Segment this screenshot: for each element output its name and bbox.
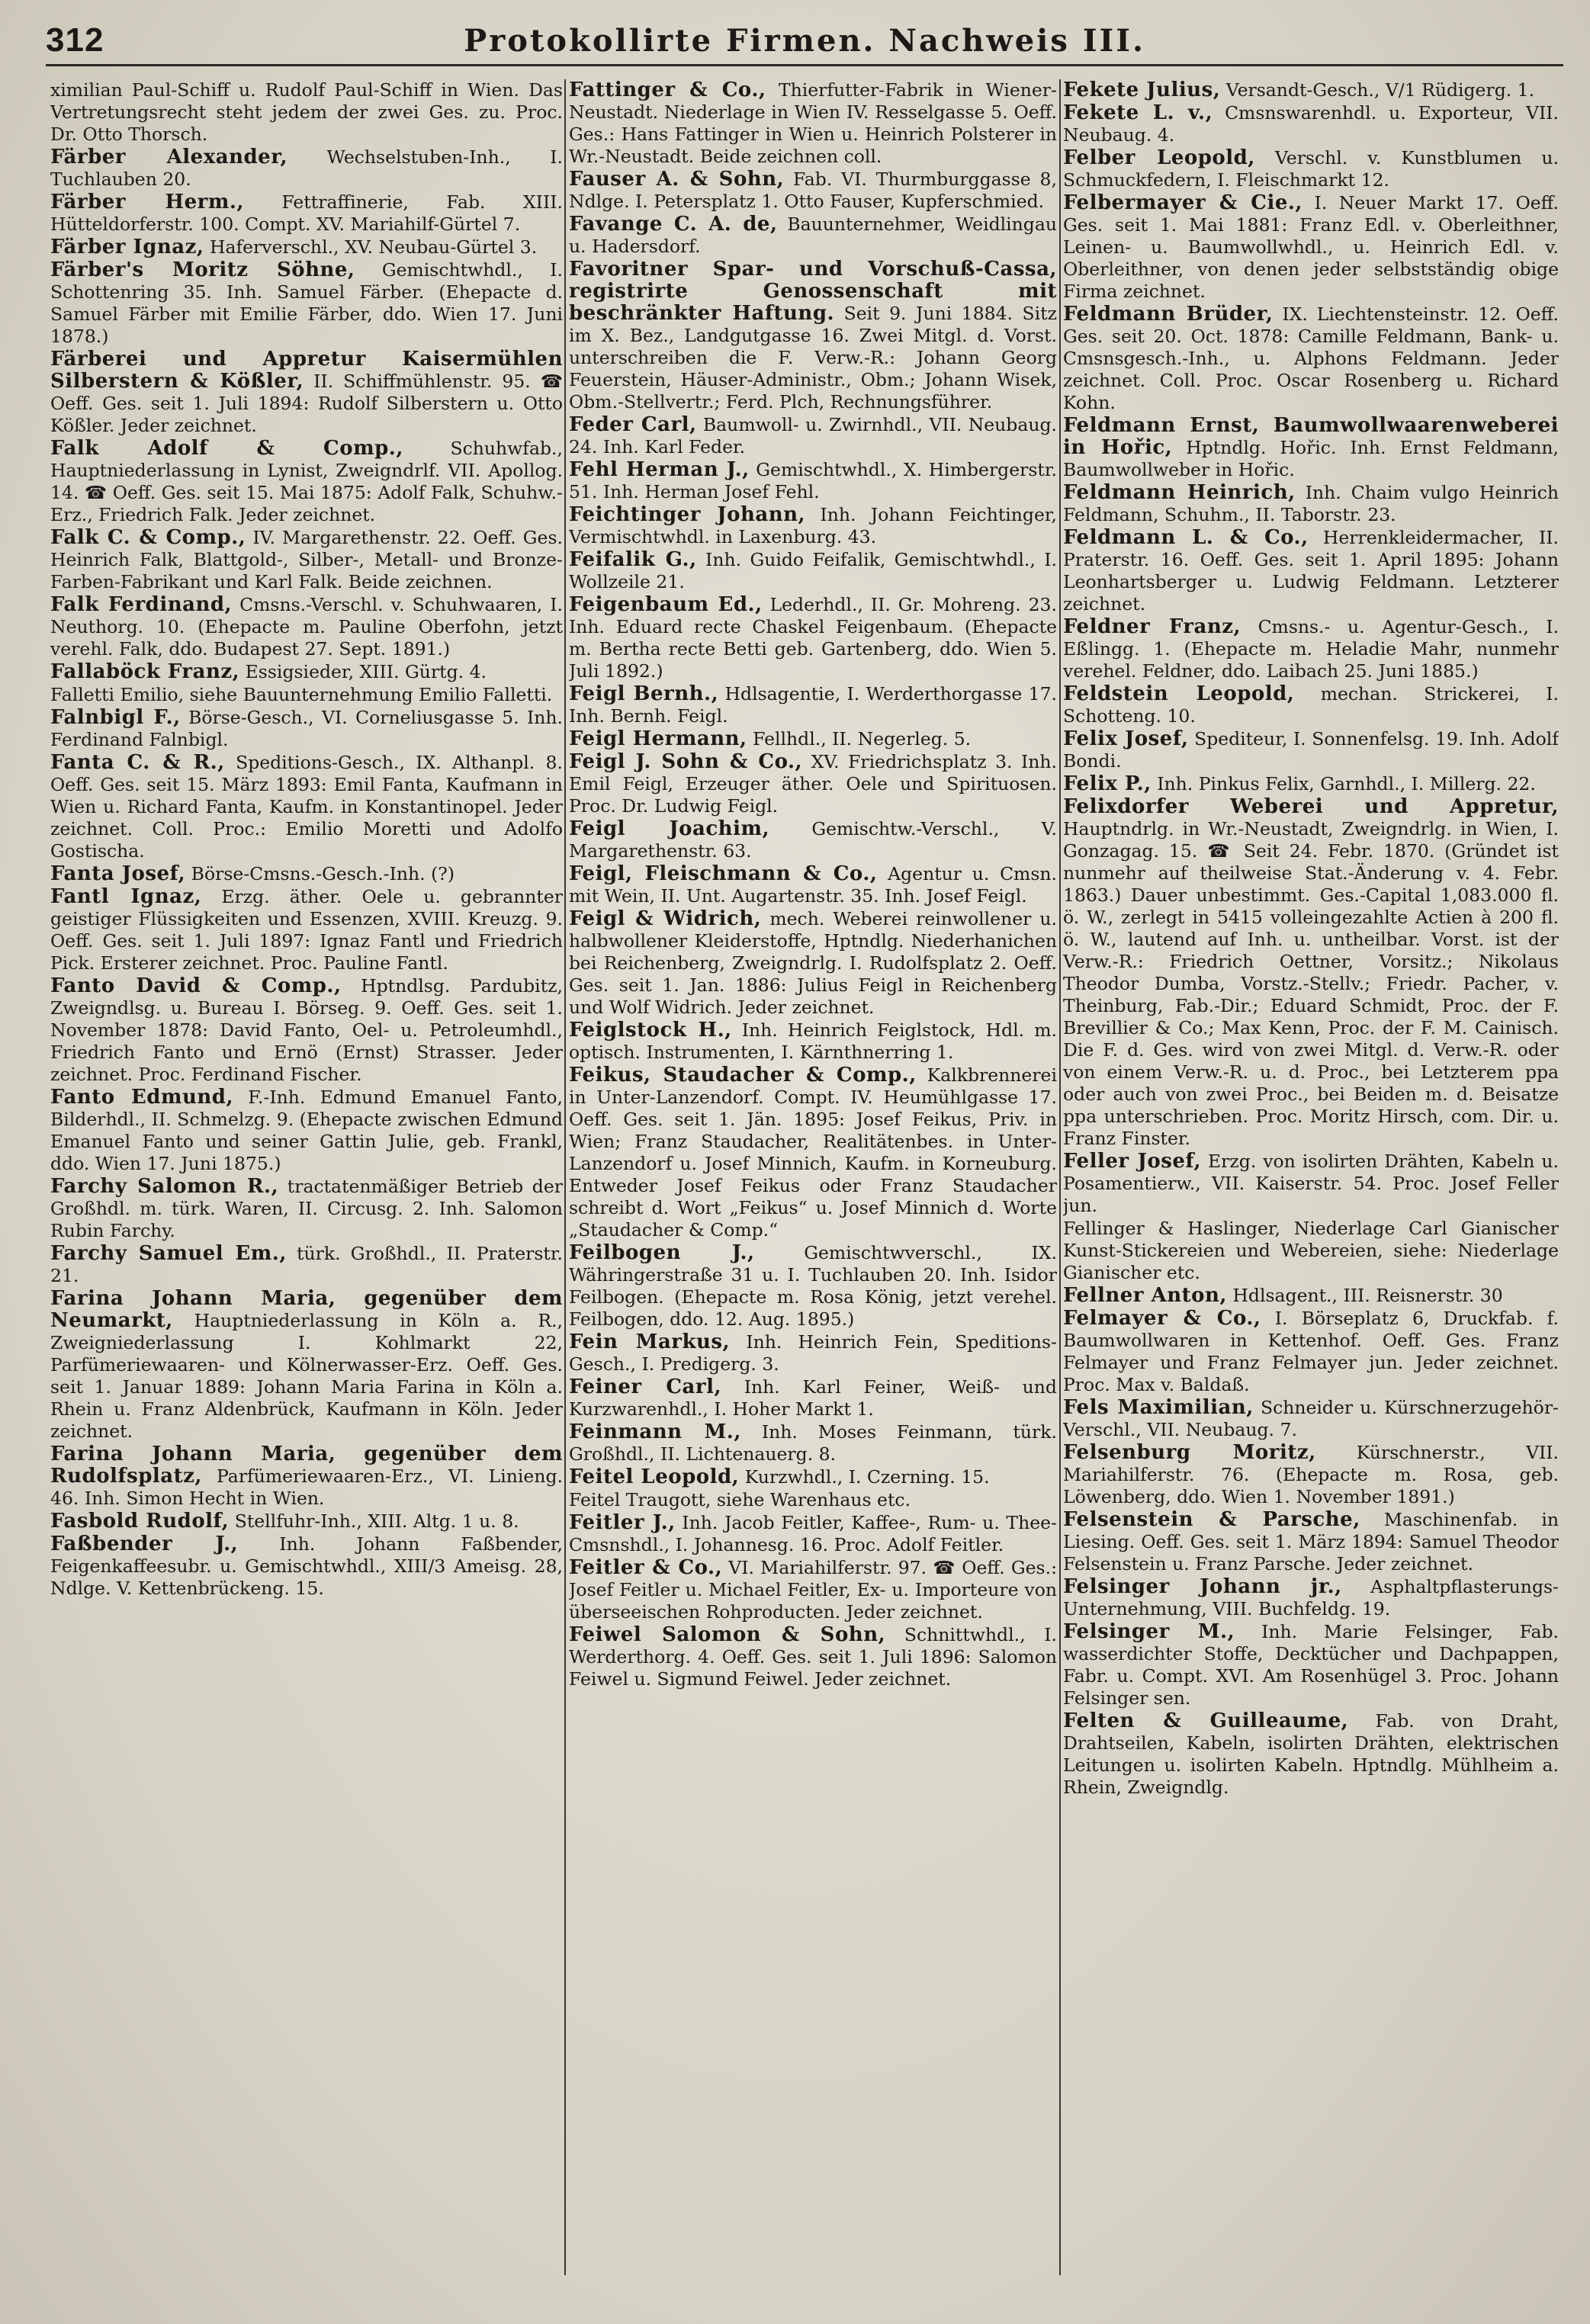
column-1 — [50, 79, 563, 2275]
firm-name: Färberei und Appretur Kaisermühlen Silberstern & Kößler, — [50, 348, 563, 393]
firm-name: Falk Adolf & Comp., — [50, 437, 403, 460]
firm-entry — [50, 1443, 563, 1510]
firm-details: Kürschnerstr., VII. Mariahilferstr. 76. (Ehepacte m. Rosa, geb. Löwenberg, ddo. Wien 1. November 1891.) — [1063, 1442, 1559, 1507]
firm-name: Falnbigl F., — [50, 706, 181, 729]
firm-details: I. Neuer Markt 17. Oeff. Ges. seit 1. Mai 1881: Franz Edl. v. Oberleithner, Leinen- u. Baumwollwhdl., u. Heinrich Edl. v. Oberleithner, von denen jeder selbstständig obige Firma zeichnet. — [1063, 192, 1559, 302]
firm-name: Fanta C. & R., — [50, 751, 225, 774]
firm-details: IX. Liechtensteinstr. 12. Oeff. Ges. seit 20. Oct. 1878: Camille Feldmann, Bank- u. Cmsnsgesch.-Inh., u. Alphons Feldmann. Jeder zeichnet. Coll. Proc. Oscar Rosenberg u. Richard Kohn. — [1063, 303, 1559, 413]
firm-name: Feiner Carl, — [569, 1375, 722, 1398]
firm-name: Feller Josef, — [1063, 1150, 1202, 1173]
firm-entry — [50, 191, 563, 236]
firm-details: Cmsns.- u. Agentur-Gesch., I. Eßlingg. 1. (Ehepacte m. Heladie Mahr, nunmehr verehel. Feldner, ddo. Laibach 25. Juni 1885.) — [1063, 616, 1559, 682]
firm-entry — [50, 1087, 563, 1175]
firm-entry — [1063, 796, 1559, 1150]
firm-entry — [50, 1288, 563, 1443]
firm-name: Felsinger M., — [1063, 1620, 1235, 1643]
firm-name: Feldmann Heinrich, — [1063, 481, 1296, 504]
firm-details: Hdlsagent., III. Reisnerstr. 30 — [1232, 1285, 1503, 1306]
firm-name: Feldmann Brüder, — [1063, 303, 1274, 326]
firm-entry — [569, 213, 1057, 258]
firm-details: Essigsieder, XIII. Gürtg. 4. — [245, 661, 487, 682]
firm-details: Agentur u. Cmsn. mit Wein, II. Unt. Augartenstr. 35. Inh. Josef Feigl. — [569, 863, 1057, 907]
firm-name: Feldmann Ernst, Baumwollwaarenweberei in Hořic, — [1063, 414, 1559, 459]
firm-entry — [50, 348, 563, 437]
firm-details: Asphaltpflasterungs-Unternehmung, VIII. Buchfeldg. 19. — [1063, 1576, 1559, 1619]
firm-entry — [1063, 683, 1559, 727]
firm-details: Inh. Marie Felsinger, Fab. wasserdichter Stoffe, Decktücher und Dachpappen, Fabr. u. Compt. XVI. Am Rosenhügel 3. Proc. Johann Felsinger sen. — [1063, 1621, 1559, 1709]
firm-details: Börse-Cmsns.-Gesch.-Inh. (?) — [191, 863, 455, 884]
firm-name: Feiglstock H., — [569, 1019, 732, 1042]
firm-entry — [569, 549, 1057, 593]
firm-entry — [50, 594, 563, 660]
firm-name: Falk C. & Comp., — [50, 526, 246, 549]
firm-details: Inh. Heinrich Feiglstock, Hdl. m. optisch. Instrumenten, I. Kärnthnerring 1. — [569, 1019, 1057, 1063]
firm-name: Feigl & Widrich, — [569, 907, 762, 930]
firm-entry — [569, 1512, 1057, 1556]
firm-details: Inh. Johann Faßbender, Feigenkaffeesubr. u. Gemischtwhdl., XIII/3 Ameisg. 28, Ndlge. V. Kettenbrückeng. 15. — [50, 1533, 563, 1599]
page-header — [46, 21, 1563, 66]
firm-entry — [50, 975, 563, 1086]
firm-details: Wechselstuben-Inh., I. Tuchlauben 20. — [50, 146, 563, 190]
firm-entry — [1063, 192, 1559, 303]
firm-name: Feldner Franz, — [1063, 615, 1241, 638]
firm-details: Feitel Traugott, siehe Warenhaus etc. — [569, 1489, 911, 1510]
firm-entry — [1063, 1509, 1559, 1575]
firm-entry — [1063, 527, 1559, 615]
column-2 — [569, 79, 1057, 2275]
firm-details: Parfümeriewaaren-Erz., VI. Linieng. 46. Inh. Simon Hecht in Wien. — [50, 1465, 563, 1509]
firm-entry — [50, 438, 563, 526]
firm-details: Schuhwfab., Hauptniederlassung in Lynist, Zweigndrlf. VII. Apollog. 14. ☎ Oeff. Ges. seit 15. Mai 1875: Adolf Falk, Schuhw.-Erz., Friedrich Falk. Jeder zeichnet. — [50, 438, 563, 525]
firm-details: Gemischtwhdl., I. Schottenring 35. Inh. Samuel Färber. (Ehepacte d. Samuel Färber mit Emilie Färber, ddo. Wien 17. Juni 1878.) — [50, 259, 563, 347]
firm-entry — [1063, 1621, 1559, 1709]
firm-entry — [50, 1243, 563, 1287]
firm-details: Erzg. äther. Oele u. gebrannter geistiger Flüssigkeiten und Essenzen, XVIII. Kreuzg. 9. Oeff. Ges. seit 1. Juli 1897: Ignaz Fantl und Friedrich Pick. Ersterer zeichnet. Proc. Pauline Fantl. — [50, 886, 563, 974]
firm-name: Felsenburg Moritz, — [1063, 1441, 1316, 1464]
firm-details: Börse-Gesch., VI. Corneliusgasse 5. Inh. Ferdinand Falnbigl. — [50, 707, 563, 750]
firm-details: türk. Großhdl., II. Praterstr. 21. — [50, 1243, 563, 1286]
firm-entry — [569, 1242, 1057, 1331]
firm-entry — [1063, 1151, 1559, 1217]
firm-details: Hptndlsg. Pardubitz, Zweigndlsg. u. Bureau I. Börseg. 9. Oeff. Ges. seit 1. November 1878: David Fanto, Oel- u. Petroleumhdl., Friedrich Fanto und Ernö (Ernst) Strasser. Jeder zeichnet. Proc. Ferdinand Fischer. — [50, 975, 563, 1085]
firm-name: Falk Ferdinand, — [50, 593, 233, 616]
firm-details: Fab. von Draht, Drahtseilen, Kabeln, isolirten Drähten, elektrischen Leitungen u. isolirten Kabeln. Hptndlg. Mühlheim a. Rhein, Zweigndlg. — [1063, 1710, 1559, 1798]
firm-entry — [1063, 482, 1559, 526]
firm-details: Inh. Guido Feifalik, Gemischtwhdl., I. Wollzeile 21. — [569, 549, 1057, 592]
firm-name: Fekete Julius, — [1063, 79, 1221, 101]
firm-details: Speditions-Gesch., IX. Althanpl. 8. Oeff. Ges. seit 15. März 1893: Emil Fanta, Kaufmann in Wien u. Richard Fanta, Kaufm. in Konstantinopel. Jeder zeichnet. Coll. Proc.: Emilio Moretti und Adolfo Gostischa. — [50, 752, 563, 862]
firm-details: II. Schiffmühlenstr. 95. ☎ Oeff. Ges. seit 1. Juli 1894: Rudolf Silberstern u. Otto Kößler. Jeder zeichnet. — [50, 371, 563, 436]
firm-name: Fehl Herman J., — [569, 458, 750, 481]
firm-name: Felix P., — [1063, 772, 1152, 795]
firm-details: Inh. Johann Feichtinger, Vermischtwhdl. in Laxenburg. 43. — [569, 504, 1057, 547]
firm-details: Bauunternehmer, Weidlingau u. Hadersdorf. — [569, 213, 1057, 257]
column-rule — [1059, 79, 1061, 2275]
firm-details: Gemischtwhdl., X. Himbergerstr. 51. Inh. Herman Josef Fehl. — [569, 459, 1057, 502]
firm-entry — [1063, 303, 1559, 414]
firm-details: mechan. Strickerei, I. Schotteng. 10. — [1063, 683, 1559, 727]
firm-details: Inh. Karl Feiner, Weiß- und Kurzwarenhdl., I. Hoher Markt 1. — [569, 1376, 1057, 1420]
firm-entry — [569, 258, 1057, 413]
firm-entry — [569, 1466, 1057, 1488]
firm-entry — [1063, 415, 1559, 481]
firm-details: Inh. Jacob Feitler, Kaffee-, Rum- u. Thee-Cmsnshdl., I. Johannesg. 16. Proc. Adolf Feitler. — [569, 1512, 1057, 1555]
page-number: 312 — [46, 21, 104, 59]
firm-name: Fekete L. v., — [1063, 101, 1213, 124]
firm-details: Falletti Emilio, siehe Bauunternehmung Emilio Falletti. — [50, 684, 553, 705]
firm-entry — [50, 707, 563, 751]
firm-entry — [569, 863, 1057, 907]
firm-entry — [1063, 102, 1559, 146]
firm-details: Schneider u. Kürschnerzugehör-Verschl., VII. Neubaug. 7. — [1063, 1397, 1559, 1440]
firm-entry — [50, 1533, 563, 1600]
firm-entry — [1063, 773, 1559, 795]
firm-details: Hptndlg. Hořic. Inh. Ernst Feldmann, Baumwollweber in Hořic. — [1063, 437, 1559, 480]
firm-entry — [50, 1176, 563, 1242]
firm-details: Seit 9. Juni 1884. Sitz im X. Bez., Landgutgasse 16. Zwei Mitgl. d. Vorst. unterschreiben die F. Verw.-R.: Johann Georg Feuerstein, Häuser-Administr., Obm.; Johann Wisek, Obm.-Stellvertr.; Ferd. Plch, Rechnungsführer. — [569, 303, 1057, 412]
firm-details: Gemischtw.-Verschl., V. Margarethenstr. 63. — [569, 818, 1057, 862]
firm-details: Cmsns.-Verschl. v. Schuhwaaren, I. Neuthorg. 10. (Ehepacte m. Pauline Oberfohn, jetzt verehl. Falk, ddo. Budapest 27. Sept. 1891.) — [50, 594, 563, 660]
firm-details: Inh. Moses Feinmann, türk. Großhdl., II. Lichtenauerg. 8. — [569, 1421, 1057, 1465]
firm-entry — [569, 594, 1057, 682]
firm-name: Felten & Guilleaume, — [1063, 1709, 1349, 1732]
firm-details: Hauptniederlassung in Köln a. R., Zweigniederlassung I. Kohlmarkt 22, Parfümeriewaaren- und Kölnerwasser-Erz. Oeff. Ges. seit 1. Januar 1889: Johann Maria Farina in Köln a. Rhein u. Franz Aldenbrück, Kaufmann in Köln. Jeder zeichnet. — [50, 1310, 563, 1442]
firm-details: Schnittwhdl., I. Werderthorg. 4. Oeff. Ges. seit 1. Juli 1896: Salomon Feiwel u. Sigmund Feiwel. Jeder zeichnet. — [569, 1624, 1057, 1690]
firm-name: Fallaböck Franz, — [50, 660, 240, 683]
firm-name: Feder Carl, — [569, 413, 697, 436]
firm-entry — [569, 459, 1057, 503]
firm-entry — [569, 751, 1057, 817]
firm-name: Feigl Joachim, — [569, 817, 770, 840]
firm-details: F.-Inh. Edmund Emanuel Fanto, Bilderhdl., II. Schmelzg. 9. (Ehepacte zwischen Edmund Emanuel Fanto und seiner Gattin Julie, geb. Frankl, ddo. Wien 17. Juni 1875.) — [50, 1087, 563, 1174]
firm-name: Feigl Bernh., — [569, 682, 719, 705]
firm-entry — [1063, 1397, 1559, 1441]
firm-details: Erzg. von isolirten Drähten, Kabeln u. Posamentierw., VII. Kaiserstr. 54. Proc. Josef Feller jun. — [1063, 1151, 1559, 1216]
firm-name: Fanto Edmund, — [50, 1086, 234, 1109]
firm-details: Inh. Heinrich Fein, Speditions-Gesch., I. Predigerg. 3. — [569, 1331, 1057, 1375]
firm-details: Lederhdl., II. Gr. Mohreng. 23. Inh. Eduard recte Chaskel Feigenbaum. (Ehepacte m. Bertha recte Betti geb. Gartenberg, ddo. Wien 5. Juli 1892.) — [569, 594, 1057, 682]
firm-name: Fanto David & Comp., — [50, 974, 342, 997]
firm-details: mech. Weberei reinwollener u. halbwollener Kleiderstoffe, Hptndlg. Niederhanichen bei Reichenberg, Zweigndrlg. I. Rudolfsplatz 2. Oeff. Ges. seit 1. Jan. 1886: Julius Feigl in Reichenberg und Wolf Widrich. Jeder zeichnet. — [569, 908, 1057, 1018]
firm-entry — [569, 683, 1057, 727]
firm-entry — [50, 259, 563, 348]
firm-details: Fab. VI. Thurmburggasse 8, Ndlge. I. Petersplatz 1. Otto Fauser, Kupferschmied. — [569, 169, 1057, 212]
firm-entry — [569, 169, 1057, 213]
firm-details: Versandt-Gesch., V/1 Rüdigerg. 1. — [1225, 79, 1535, 101]
firm-name: Feigl Hermann, — [569, 727, 747, 750]
firm-entry — [1063, 1710, 1559, 1799]
firm-details: Spediteur, I. Sonnenfelsg. 19. Inh. Adolf Bondi. — [1063, 728, 1559, 772]
firm-entry — [1063, 1576, 1559, 1620]
firm-entry — [50, 236, 563, 258]
firm-name: Felix Josef, — [1063, 727, 1189, 750]
firm-name: Felmayer & Co., — [1063, 1307, 1261, 1330]
firm-name: Farina Johann Maria, gegenüber dem Neumarkt, — [50, 1287, 563, 1332]
firm-name: Färber Ignaz, — [50, 236, 204, 258]
firm-details: Kalkbrennerei in Unter-Lanzendorf. Compt. IV. Heumühlgasse 17. Oeff. Ges. seit 1. Jän. 1895: Josef Feikus, Priv. in Wien; Franz Staudacher, Realitätenbes. in Unter-Lanzendorf u. Josef Minnich, Kaufm. in Korneuburg. Entweder Josef Feikus oder Franz Staudacher schreibt d. Wort „Feikus“ u. Josef Minnich d. Worte „Staudacher & Comp.“ — [569, 1064, 1057, 1241]
firm-details: Kurzwhdl., I. Czerning. 15. — [744, 1466, 990, 1488]
firm-name: Felsinger Johann jr., — [1063, 1575, 1342, 1598]
firm-entry — [569, 1019, 1057, 1064]
firm-name: Färber Alexander, — [50, 146, 288, 169]
firm-name: Feitel Leopold, — [569, 1465, 740, 1488]
firm-details: Herrenkleidermacher, II. Praterstr. 16. Oeff. Ges. seit 1. April 1895: Johann Leonhartsberger u. Ludwig Feldmann. Letzterer zeichnet. — [1063, 527, 1559, 615]
firm-details: Inh. Pinkus Felix, Garnhdl., I. Millerg. 22. — [1157, 773, 1536, 794]
firm-name: Fauser A. & Sohn, — [569, 168, 785, 191]
firm-entry — [50, 79, 563, 146]
firm-entry — [569, 504, 1057, 548]
firm-name: Fanta Josef, — [50, 862, 186, 885]
firm-entry — [50, 752, 563, 862]
firm-name: Felsenstein & Parsche, — [1063, 1508, 1360, 1531]
firm-entry — [50, 1510, 563, 1533]
firm-entry — [50, 863, 563, 885]
firm-details: tractatenmäßiger Betrieb der Großhdl. m. türk. Waren, II. Circusg. 2. Inh. Salomon Rubin Farchy. — [50, 1176, 563, 1241]
firm-entry — [50, 527, 563, 593]
firm-name: Feitler & Co., — [569, 1556, 723, 1579]
firm-entry — [569, 1624, 1057, 1690]
firm-name: Favoritner Spar- und Vorschuß-Cassa, registrirte Genossenschaft mit beschränkter Haftung. — [569, 258, 1057, 325]
firm-entry — [569, 728, 1057, 750]
firm-details: Fellhdl., II. Negerleg. 5. — [753, 728, 972, 750]
firm-entry — [569, 1376, 1057, 1420]
firm-entry — [1063, 79, 1559, 101]
firm-name: Farchy Samuel Em., — [50, 1242, 287, 1265]
firm-name: Faßbender J., — [50, 1533, 239, 1555]
firm-name: Fellner Anton, — [1063, 1284, 1227, 1307]
firm-name: Feitler J., — [569, 1511, 676, 1534]
firm-entry — [569, 1489, 1057, 1511]
firm-name: Feldmann L. & Co., — [1063, 526, 1309, 549]
firm-entry — [569, 818, 1057, 862]
firm-name: Farina Johann Maria, gegenüber dem Rudolfsplatz, — [50, 1443, 563, 1488]
firm-name: Färber Herm., — [50, 191, 244, 213]
firm-name: Feigenbaum Ed., — [569, 593, 763, 616]
firm-details: Hdlsagentie, I. Werderthorgasse 17. Inh. Bernh. Feigl. — [569, 683, 1057, 727]
firm-entry — [569, 79, 1057, 168]
firm-name: Felixdorfer Weberei und Appretur, — [1063, 795, 1559, 818]
firm-entry — [569, 908, 1057, 1019]
firm-entry — [50, 146, 563, 191]
firm-name: Feifalik G., — [569, 548, 697, 571]
firm-name: Feinmann M., — [569, 1420, 741, 1443]
firm-name: Fels Maximilian, — [1063, 1396, 1254, 1419]
firm-name: Felber Leopold, — [1063, 146, 1255, 169]
firm-entry — [569, 1557, 1057, 1623]
firm-details: Maschinenfab. in Liesing. Oeff. Ges. seit 1. März 1894: Samuel Theodor Felsenstein u. Franz Parsche. Jeder zeichnet. — [1063, 1509, 1559, 1574]
firm-details: Baumwoll- u. Zwirnhdl., VII. Neubaug. 24. Inh. Karl Feder. — [569, 414, 1057, 457]
firm-entry — [1063, 147, 1559, 191]
column-3 — [1063, 79, 1559, 2275]
firm-entry — [569, 414, 1057, 458]
firm-name: Feichtinger Johann, — [569, 503, 806, 526]
firm-name: Felbermayer & Cie., — [1063, 191, 1303, 214]
firm-name: Feiwel Salomon & Sohn, — [569, 1623, 886, 1646]
firm-entry — [1063, 616, 1559, 682]
firm-name: Fasbold Rudolf, — [50, 1510, 230, 1533]
firm-entry — [50, 886, 563, 974]
firm-name: Feldstein Leopold, — [1063, 682, 1295, 705]
firm-name: Färber's Moritz Söhne, — [50, 258, 355, 281]
firm-details: Gemischtwverschl., IX. Währingerstraße 31 u. I. Tuchlauben 20. Inh. Isidor Feilbogen. (Ehepacte m. Rosa König, jetzt verehel. Feilbogen, ddo. 12. Aug. 1895.) — [569, 1242, 1057, 1330]
firm-details: Hauptndrlg. in Wr.-Neustadt, Zweigndrlg. in Wien, I. Gonzagag. 15. ☎ Seit 24. Febr. 1870. (Gründet ist nunmehr auf theilweise Stat.-Änderung v. 4. Febr. 1863.) Dauer unbestimmt. Ges.-Capital 1,083.000 fl. ö. W., zerlegt in 5415 volleingezahlte Actien à 200 fl. ö. W., lautend auf Inh. u. untheilbar. Vorst. ist der Verw.-R.: Friedrich Oettner, Vorsitz.; Nikolaus Theodor Dumba, Vorstz.-Stellv.; Friedr. Pacher, v. Theinburg, Fab.-Dir.; Eduard Schmidt, Proc. der F. Brevillier & Co.; Max Kenn, Proc. der F. M. Cainisch. Die F. d. Ges. wird von zwei Mitgl. d. Verw.-R. oder von einem Verw.-R. u. d. Proc., bei Letzterem ppa oder auch von zwei Proc., bei Beiden m. d. Beisatze ppa unterschrieben. Proc. Moritz Hirsch, com. Dir. u. Franz Finster. — [1063, 818, 1559, 1149]
firm-details: Inh. Chaim vulgo Heinrich Feldmann, Schuhm., II. Taborstr. 23. — [1063, 482, 1559, 525]
firm-entry — [50, 661, 563, 683]
firm-entry — [1063, 1218, 1559, 1284]
firm-entry — [569, 1064, 1057, 1241]
firm-entry — [569, 1331, 1057, 1375]
firm-entry — [1063, 1285, 1559, 1307]
firm-name: Fein Markus, — [569, 1331, 731, 1353]
firm-name: Feilbogen J., — [569, 1241, 755, 1264]
firm-name: Favange C. A. de, — [569, 213, 778, 236]
firm-entry — [1063, 1308, 1559, 1396]
firm-details: Stellfuhr-Inh., XIII. Altg. 1 u. 8. — [234, 1510, 519, 1532]
firm-entry — [50, 684, 563, 706]
firm-details: Fellinger & Haslinger, Niederlage Carl Gianischer Kunst-Stickereien und Webereien, siehe: Niederlage Gianischer etc. — [1063, 1218, 1559, 1283]
firm-details: Thierfutter-Fabrik in Wiener-Neustadt. Niederlage in Wien IV. Resselgasse 5. Oeff. Ges.: Hans Fattinger in Wien u. Heinrich Polsterer in Wr.-Neustadt. Beide zeichnen coll. — [569, 79, 1057, 167]
firm-details: XV. Friedrichsplatz 3. Inh. Emil Feigl, Erzeuger äther. Oele und Spirituosen. Proc. Dr. Ludwig Feigl. — [569, 751, 1057, 817]
firm-details: I. Börseplatz 6, Druckfab. f. Baumwollwaren in Kettenhof. Oeff. Ges. Franz Felmayer und Franz Felmayer jun. Jeder zeichnet. Proc. Max v. Baldaß. — [1063, 1308, 1559, 1395]
firm-details: Fettraffinerie, Fab. XIII. Hütteldorferstr. 100. Compt. XV. Mariahilf-Gürtel 7. — [50, 191, 563, 235]
firm-details: IV. Margarethenstr. 22. Oeff. Ges. Heinrich Falk, Blattgold-, Silber-, Metall- und Bronze-Farben-Fabrikant und Karl Falk. Beide zeichnen. — [50, 527, 563, 592]
firm-details: Verschl. v. Kunstblumen u. Schmuckfedern, I. Fleischmarkt 12. — [1063, 147, 1559, 191]
firm-entry — [1063, 728, 1559, 772]
firm-name: Feikus, Staudacher & Comp., — [569, 1064, 917, 1087]
firm-details: Cmsnswarenhdl. u. Exporteur, VII. Neubaug. 4. — [1063, 102, 1559, 146]
firm-name: Feigl J. Sohn & Co., — [569, 750, 803, 773]
running-title: Protokollirte Firmen. Nachweis III. — [464, 23, 1145, 59]
firm-entry — [1063, 1442, 1559, 1508]
firm-name: Fattinger & Co., — [569, 79, 766, 101]
firm-name: Feigl, Fleischmann & Co., — [569, 862, 878, 885]
firm-details: VI. Mariahilferstr. 97. ☎ Oeff. Ges.: Josef Feitler u. Michael Feitler, Ex- u. Importeure von überseeischen Rohproducten. Jeder zeichnet. — [569, 1557, 1057, 1623]
firm-entry — [569, 1421, 1057, 1465]
firm-details: Haferverschl., XV. Neubau-Gürtel 3. — [209, 236, 538, 258]
firm-name: Farchy Salomon R., — [50, 1175, 279, 1198]
column-rule — [564, 79, 566, 2275]
firm-name: Fantl Ignaz, — [50, 885, 202, 908]
firm-details: ximilian Paul-Schiff u. Rudolf Paul-Schiff in Wien. Das Vertretungsrecht steht jedem der zwei Ges. zu. Proc. Dr. Otto Thorsch. — [50, 79, 563, 145]
